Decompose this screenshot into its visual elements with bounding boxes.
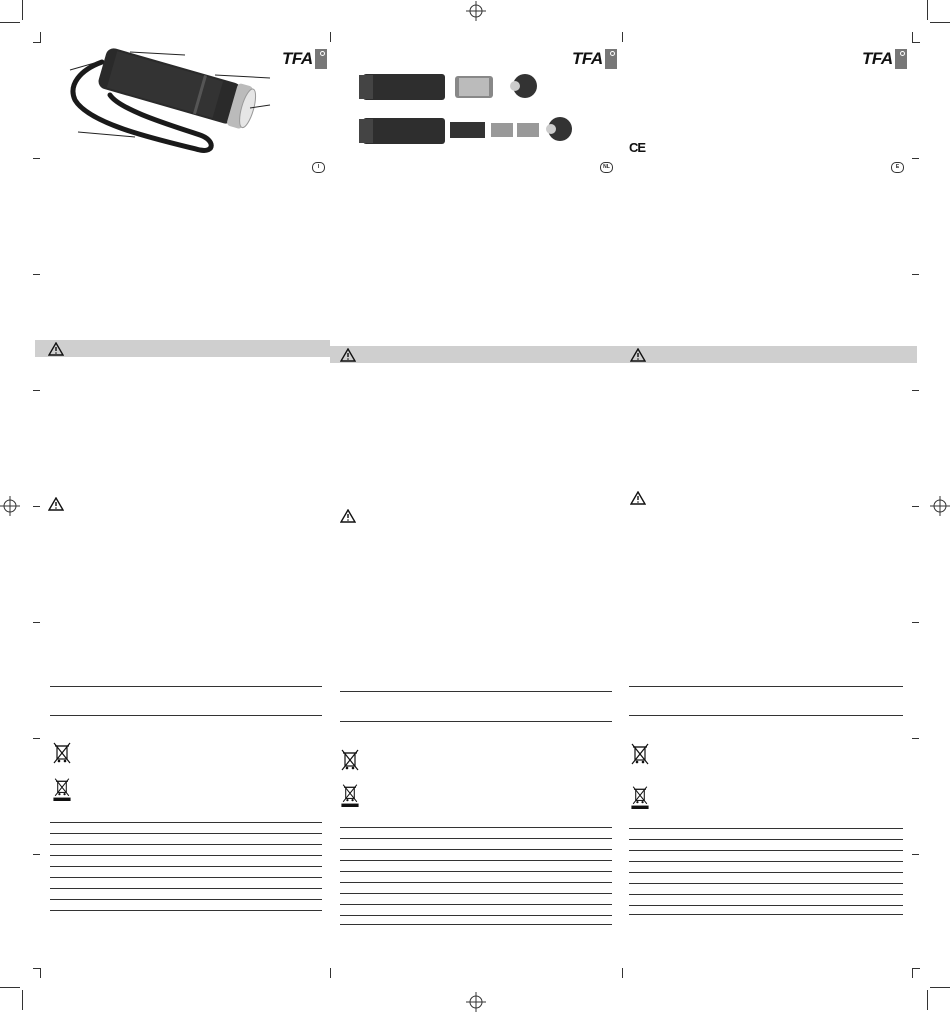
- table-row-line: [50, 899, 322, 900]
- table-row-line: [629, 861, 903, 862]
- table-row-line: [629, 883, 903, 884]
- brand-logo-text: TFA: [862, 49, 893, 68]
- registration-target-icon: [930, 496, 950, 516]
- warning-triangle-icon: [340, 348, 356, 362]
- fold-mark: [912, 968, 920, 969]
- section-divider: [50, 686, 322, 687]
- crossed-out-battery-bin-icon: [630, 785, 650, 809]
- table-row-line: [629, 894, 903, 895]
- fold-mark: [40, 968, 41, 978]
- fold-mark: [33, 42, 41, 43]
- side-tick: [912, 622, 919, 623]
- section-divider: [50, 715, 322, 716]
- table-row-line: [629, 872, 903, 873]
- fold-mark: [622, 32, 623, 42]
- section-divider: [340, 691, 612, 692]
- crossed-out-battery-bin-icon: [340, 783, 360, 807]
- table-row-line: [50, 844, 322, 845]
- crop-mark: [0, 987, 20, 988]
- fold-mark: [912, 968, 913, 978]
- brand-logo-block: [315, 49, 327, 69]
- side-tick: [33, 738, 40, 739]
- side-tick: [33, 158, 40, 159]
- table-row-line: [629, 839, 903, 840]
- section-divider: [629, 686, 903, 687]
- side-tick: [33, 274, 40, 275]
- warning-triangle-icon: [48, 342, 64, 356]
- side-tick: [33, 854, 40, 855]
- ce-mark: CE: [629, 140, 646, 155]
- table-row-line: [629, 850, 903, 851]
- language-badge: NL: [600, 162, 613, 173]
- crossed-out-battery-bin-icon: [52, 777, 72, 801]
- warning-triangle-icon: [630, 491, 646, 505]
- table-row-line: [50, 855, 322, 856]
- table-row-line: [50, 888, 322, 889]
- warning-triangle-icon: [340, 509, 356, 523]
- warning-bar: [622, 346, 917, 363]
- brand-logo-block: [895, 49, 907, 69]
- crossed-out-bin-icon: [340, 748, 360, 772]
- warning-triangle-icon: [630, 348, 646, 362]
- crop-mark: [22, 0, 23, 20]
- warning-triangle-icon: [48, 497, 64, 511]
- side-tick: [912, 158, 919, 159]
- language-badge: E: [891, 162, 904, 173]
- fold-mark: [912, 42, 920, 43]
- table-row-line: [340, 849, 612, 850]
- registration-target-icon: [466, 1, 486, 21]
- crossed-out-bin-icon: [52, 741, 72, 765]
- table-row-line: [50, 822, 322, 823]
- brand-logo-text: TFA: [572, 49, 603, 68]
- table-row-line: [340, 838, 612, 839]
- brand-logo: [282, 49, 327, 69]
- crop-mark: [930, 987, 950, 988]
- crop-mark: [0, 22, 20, 23]
- crop-mark: [927, 990, 928, 1010]
- brand-logo-text: TFA: [282, 49, 313, 68]
- side-tick: [33, 622, 40, 623]
- crossed-out-bin-icon: [630, 742, 650, 766]
- side-tick: [33, 390, 40, 391]
- table-row-line: [50, 910, 322, 911]
- table-row-line: [50, 877, 322, 878]
- fold-mark: [40, 32, 41, 42]
- registration-target-icon: [0, 496, 20, 516]
- table-row-line: [340, 871, 612, 872]
- table-row-line: [340, 860, 612, 861]
- section-divider: [629, 715, 903, 716]
- warning-bar: [35, 340, 330, 357]
- table-row-line: [340, 893, 612, 894]
- brand-logo: [572, 49, 617, 69]
- side-tick: [33, 506, 40, 507]
- table-row-line: [340, 924, 612, 925]
- registration-target-icon: [466, 992, 486, 1012]
- section-divider: [340, 721, 612, 722]
- table-row-line: [50, 866, 322, 867]
- side-tick: [912, 274, 919, 275]
- table-row-line: [340, 827, 612, 828]
- fold-mark: [330, 32, 331, 42]
- fold-mark: [33, 968, 41, 969]
- side-tick: [912, 854, 919, 855]
- table-row-line: [340, 904, 612, 905]
- warning-bar: [330, 346, 622, 363]
- crop-mark: [930, 22, 950, 23]
- table-row-line: [629, 905, 903, 906]
- fold-mark: [912, 32, 913, 42]
- side-tick: [912, 738, 919, 739]
- crop-mark: [927, 0, 928, 20]
- brand-logo: [862, 49, 907, 69]
- language-badge: I: [312, 162, 325, 173]
- table-row-line: [629, 914, 903, 915]
- crop-mark: [22, 990, 23, 1010]
- table-row-line: [340, 915, 612, 916]
- flashlight-illustration: [50, 40, 280, 155]
- table-row-line: [50, 833, 322, 834]
- side-tick: [912, 506, 919, 507]
- fold-mark: [622, 968, 623, 978]
- fold-mark: [330, 968, 331, 978]
- table-row-line: [629, 828, 903, 829]
- side-tick: [912, 390, 919, 391]
- table-row-line: [340, 882, 612, 883]
- brand-logo-block: [605, 49, 617, 69]
- battery-insertion-illustration: [355, 66, 585, 146]
